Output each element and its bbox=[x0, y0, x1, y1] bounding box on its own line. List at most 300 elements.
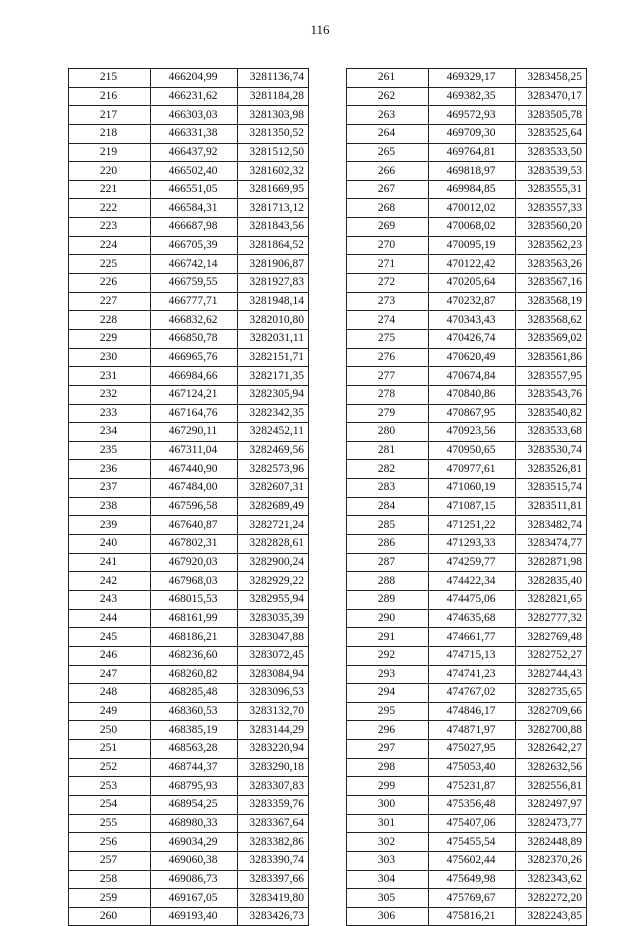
coordinate-x: 471060,19 bbox=[429, 479, 516, 498]
coordinate-x: 468260,82 bbox=[151, 665, 238, 684]
coordinate-y: 3282151,71 bbox=[238, 348, 309, 367]
coordinate-x: 469984,85 bbox=[429, 180, 516, 199]
coordinate-y: 3282342,35 bbox=[238, 404, 309, 423]
coordinate-x: 466850,78 bbox=[151, 329, 238, 348]
point-number: 251 bbox=[69, 740, 151, 759]
coordinate-x: 468980,33 bbox=[151, 814, 238, 833]
point-number: 283 bbox=[347, 479, 429, 498]
point-number: 265 bbox=[347, 143, 429, 162]
coordinate-y: 3282642,27 bbox=[516, 740, 587, 759]
point-number: 248 bbox=[69, 684, 151, 703]
coordinate-y: 3282828,61 bbox=[238, 535, 309, 554]
point-number: 298 bbox=[347, 758, 429, 777]
coordinate-x: 466777,71 bbox=[151, 292, 238, 311]
coordinate-x: 469382,35 bbox=[429, 87, 516, 106]
point-number: 284 bbox=[347, 497, 429, 516]
table-row bbox=[69, 814, 309, 833]
coordinate-x: 468954,25 bbox=[151, 795, 238, 814]
point-number: 241 bbox=[69, 553, 151, 572]
point-number: 295 bbox=[347, 702, 429, 721]
table-row bbox=[347, 479, 587, 498]
point-number: 256 bbox=[69, 833, 151, 852]
table-row bbox=[347, 367, 587, 386]
table-row bbox=[347, 162, 587, 181]
point-number: 306 bbox=[347, 907, 429, 926]
table-row bbox=[347, 870, 587, 889]
coordinate-x: 467440,90 bbox=[151, 460, 238, 479]
coordinate-x: 469167,05 bbox=[151, 889, 238, 908]
point-number: 232 bbox=[69, 385, 151, 404]
table-row bbox=[347, 274, 587, 293]
table-row bbox=[347, 628, 587, 647]
page-number: 116 bbox=[310, 22, 330, 37]
point-number: 270 bbox=[347, 236, 429, 255]
coordinate-x: 470122,42 bbox=[429, 255, 516, 274]
coordinate-y: 3282769,48 bbox=[516, 628, 587, 647]
coordinate-x: 468161,99 bbox=[151, 609, 238, 628]
coordinate-y: 3283144,29 bbox=[238, 721, 309, 740]
table-row bbox=[347, 535, 587, 554]
point-number: 255 bbox=[69, 814, 151, 833]
coordinate-y: 3283482,74 bbox=[516, 516, 587, 535]
coordinate-x: 466705,39 bbox=[151, 236, 238, 255]
coordinate-y: 3283567,16 bbox=[516, 274, 587, 293]
coordinate-x: 475027,95 bbox=[429, 740, 516, 759]
point-number: 224 bbox=[69, 236, 151, 255]
table-row bbox=[69, 851, 309, 870]
table-row bbox=[347, 404, 587, 423]
coordinate-y: 3282929,22 bbox=[238, 572, 309, 591]
table-row bbox=[69, 69, 309, 88]
coordinate-x: 467802,31 bbox=[151, 535, 238, 554]
coordinate-y: 3282171,35 bbox=[238, 367, 309, 386]
coordinate-y: 3282556,81 bbox=[516, 777, 587, 796]
point-number: 288 bbox=[347, 572, 429, 591]
coordinate-x: 475231,87 bbox=[429, 777, 516, 796]
coordinate-x: 469709,30 bbox=[429, 124, 516, 143]
point-number: 296 bbox=[347, 721, 429, 740]
coordinate-y: 3283474,77 bbox=[516, 535, 587, 554]
coordinate-y: 3282473,77 bbox=[516, 814, 587, 833]
point-number: 226 bbox=[69, 274, 151, 293]
table-row bbox=[69, 628, 309, 647]
coordinate-x: 474635,68 bbox=[429, 609, 516, 628]
coordinate-x: 469329,17 bbox=[429, 69, 516, 88]
coordinate-x: 470840,86 bbox=[429, 385, 516, 404]
coordinate-y: 3283470,17 bbox=[516, 87, 587, 106]
point-number: 304 bbox=[347, 870, 429, 889]
point-number: 292 bbox=[347, 646, 429, 665]
coordinate-x: 466984,66 bbox=[151, 367, 238, 386]
coordinate-y: 3281927,83 bbox=[238, 274, 309, 293]
coordinate-y: 3282744,43 bbox=[516, 665, 587, 684]
coordinate-x: 471251,22 bbox=[429, 516, 516, 535]
coordinate-x: 470232,87 bbox=[429, 292, 516, 311]
table-row bbox=[69, 870, 309, 889]
coordinate-y: 3282448,89 bbox=[516, 833, 587, 852]
coordinate-x: 470950,65 bbox=[429, 441, 516, 460]
table-row bbox=[69, 255, 309, 274]
point-number: 300 bbox=[347, 795, 429, 814]
table-row bbox=[347, 292, 587, 311]
coordinate-x: 474846,17 bbox=[429, 702, 516, 721]
point-number: 222 bbox=[69, 199, 151, 218]
point-number: 271 bbox=[347, 255, 429, 274]
point-number: 276 bbox=[347, 348, 429, 367]
coordinate-y: 3282709,66 bbox=[516, 702, 587, 721]
coordinate-x: 466231,62 bbox=[151, 87, 238, 106]
table-row bbox=[69, 274, 309, 293]
coordinate-y: 3281602,32 bbox=[238, 162, 309, 181]
table-row bbox=[347, 255, 587, 274]
coordinate-y: 3283367,64 bbox=[238, 814, 309, 833]
table-row bbox=[347, 441, 587, 460]
coordinate-y: 3282272,20 bbox=[516, 889, 587, 908]
table-row bbox=[69, 721, 309, 740]
coordinate-y: 3283220,94 bbox=[238, 740, 309, 759]
coordinate-y: 3283505,78 bbox=[516, 106, 587, 125]
coordinate-x: 466759,55 bbox=[151, 274, 238, 293]
coordinate-x: 466204,99 bbox=[151, 69, 238, 88]
point-number: 237 bbox=[69, 479, 151, 498]
coordinate-y: 3283397,66 bbox=[238, 870, 309, 889]
point-number: 277 bbox=[347, 367, 429, 386]
table-row bbox=[347, 740, 587, 759]
table-row bbox=[69, 329, 309, 348]
table-row bbox=[69, 311, 309, 330]
point-number: 229 bbox=[69, 329, 151, 348]
coordinate-y: 3283557,33 bbox=[516, 199, 587, 218]
point-number: 216 bbox=[69, 87, 151, 106]
coordinate-y: 3283419,80 bbox=[238, 889, 309, 908]
table-row bbox=[347, 684, 587, 703]
table-row bbox=[69, 143, 309, 162]
table-row bbox=[347, 124, 587, 143]
coordinate-x: 467968,03 bbox=[151, 572, 238, 591]
point-number: 233 bbox=[69, 404, 151, 423]
coordinate-x: 466437,92 bbox=[151, 143, 238, 162]
coordinate-y: 3283530,74 bbox=[516, 441, 587, 460]
point-number: 293 bbox=[347, 665, 429, 684]
table-row bbox=[347, 721, 587, 740]
point-number: 228 bbox=[69, 311, 151, 330]
coordinate-y: 3282243,85 bbox=[516, 907, 587, 926]
coordinate-y: 3283557,95 bbox=[516, 367, 587, 386]
coordinate-x: 474259,77 bbox=[429, 553, 516, 572]
point-number: 275 bbox=[347, 329, 429, 348]
table-row bbox=[69, 795, 309, 814]
table-row bbox=[347, 609, 587, 628]
coordinate-x: 467640,87 bbox=[151, 516, 238, 535]
table-row bbox=[347, 572, 587, 591]
point-number: 278 bbox=[347, 385, 429, 404]
coordinate-x: 469060,38 bbox=[151, 851, 238, 870]
coordinate-y: 3282955,94 bbox=[238, 590, 309, 609]
coordinate-y: 3283543,76 bbox=[516, 385, 587, 404]
coordinate-x: 467596,58 bbox=[151, 497, 238, 516]
coordinate-y: 3282821,65 bbox=[516, 590, 587, 609]
table-row bbox=[347, 665, 587, 684]
coordinate-x: 470012,02 bbox=[429, 199, 516, 218]
point-number: 250 bbox=[69, 721, 151, 740]
coordinate-y: 3283072,45 bbox=[238, 646, 309, 665]
point-number: 285 bbox=[347, 516, 429, 535]
coordinate-y: 3283560,20 bbox=[516, 218, 587, 237]
coordinate-y: 3283458,25 bbox=[516, 69, 587, 88]
table-row bbox=[69, 833, 309, 852]
table-row bbox=[69, 535, 309, 554]
table-row bbox=[69, 292, 309, 311]
table-row bbox=[69, 218, 309, 237]
coordinate-x: 470867,95 bbox=[429, 404, 516, 423]
coordinate-x: 467124,21 bbox=[151, 385, 238, 404]
point-number: 294 bbox=[347, 684, 429, 703]
point-number: 290 bbox=[347, 609, 429, 628]
coordinate-x: 466832,62 bbox=[151, 311, 238, 330]
table-row bbox=[347, 758, 587, 777]
point-number: 281 bbox=[347, 441, 429, 460]
table-row bbox=[347, 833, 587, 852]
point-number: 261 bbox=[347, 69, 429, 88]
point-number: 247 bbox=[69, 665, 151, 684]
point-number: 243 bbox=[69, 590, 151, 609]
table-row bbox=[69, 441, 309, 460]
point-number: 258 bbox=[69, 870, 151, 889]
coordinate-x: 466584,31 bbox=[151, 199, 238, 218]
coordinate-x: 468385,19 bbox=[151, 721, 238, 740]
coordinate-x: 466331,38 bbox=[151, 124, 238, 143]
point-number: 242 bbox=[69, 572, 151, 591]
coordinate-x: 468563,28 bbox=[151, 740, 238, 759]
coordinate-x: 466742,14 bbox=[151, 255, 238, 274]
coordinate-x: 468360,53 bbox=[151, 702, 238, 721]
point-number: 266 bbox=[347, 162, 429, 181]
table-row bbox=[69, 516, 309, 535]
table-row bbox=[69, 236, 309, 255]
table-row bbox=[347, 516, 587, 535]
point-number: 246 bbox=[69, 646, 151, 665]
table-row bbox=[347, 702, 587, 721]
table-row bbox=[347, 497, 587, 516]
point-number: 264 bbox=[347, 124, 429, 143]
coordinate-x: 468186,21 bbox=[151, 628, 238, 647]
coordinate-x: 470205,64 bbox=[429, 274, 516, 293]
table-row bbox=[69, 572, 309, 591]
coordinate-y: 3282700,88 bbox=[516, 721, 587, 740]
coordinate-y: 3281669,95 bbox=[238, 180, 309, 199]
point-number: 279 bbox=[347, 404, 429, 423]
table-row bbox=[69, 646, 309, 665]
coordinate-x: 471293,33 bbox=[429, 535, 516, 554]
coordinate-x: 469086,73 bbox=[151, 870, 238, 889]
table-row bbox=[69, 609, 309, 628]
point-number: 249 bbox=[69, 702, 151, 721]
point-number: 230 bbox=[69, 348, 151, 367]
coordinate-y: 3282469,56 bbox=[238, 441, 309, 460]
coordinate-y: 3283533,68 bbox=[516, 423, 587, 442]
table-row bbox=[69, 479, 309, 498]
coordinate-x: 474475,06 bbox=[429, 590, 516, 609]
coordinate-y: 3282835,40 bbox=[516, 572, 587, 591]
coordinate-y: 3282735,65 bbox=[516, 684, 587, 703]
coordinate-y: 3283084,94 bbox=[238, 665, 309, 684]
coordinate-y: 3283568,19 bbox=[516, 292, 587, 311]
table-row bbox=[69, 553, 309, 572]
coordinate-x: 467920,03 bbox=[151, 553, 238, 572]
point-number: 257 bbox=[69, 851, 151, 870]
coordinate-x: 468744,37 bbox=[151, 758, 238, 777]
coordinate-y: 3282031,11 bbox=[238, 329, 309, 348]
point-number: 262 bbox=[347, 87, 429, 106]
table-row bbox=[69, 684, 309, 703]
table-row bbox=[69, 87, 309, 106]
point-number: 289 bbox=[347, 590, 429, 609]
point-number: 245 bbox=[69, 628, 151, 647]
coordinate-y: 3282305,94 bbox=[238, 385, 309, 404]
coordinate-y: 3283561,86 bbox=[516, 348, 587, 367]
coordinate-y: 3283096,53 bbox=[238, 684, 309, 703]
table-row bbox=[347, 329, 587, 348]
point-number: 223 bbox=[69, 218, 151, 237]
coordinate-y: 3282452,11 bbox=[238, 423, 309, 442]
coordinate-x: 475769,67 bbox=[429, 889, 516, 908]
coordinate-x: 470674,84 bbox=[429, 367, 516, 386]
coordinate-y: 3283555,31 bbox=[516, 180, 587, 199]
coordinate-x: 470620,49 bbox=[429, 348, 516, 367]
coordinate-x: 467164,76 bbox=[151, 404, 238, 423]
coordinate-y: 3281512,50 bbox=[238, 143, 309, 162]
coordinate-y: 3282632,56 bbox=[516, 758, 587, 777]
point-number: 274 bbox=[347, 311, 429, 330]
table-row bbox=[69, 124, 309, 143]
coordinate-x: 474741,23 bbox=[429, 665, 516, 684]
table-row bbox=[347, 87, 587, 106]
coordinate-y: 3283533,50 bbox=[516, 143, 587, 162]
coordinate-y: 3282689,49 bbox=[238, 497, 309, 516]
coordinate-y: 3281303,98 bbox=[238, 106, 309, 125]
coordinate-x: 470095,19 bbox=[429, 236, 516, 255]
coordinate-y: 3281843,56 bbox=[238, 218, 309, 237]
point-number: 219 bbox=[69, 143, 151, 162]
table-row bbox=[347, 814, 587, 833]
coordinate-y: 3281136,74 bbox=[238, 69, 309, 88]
coordinate-x: 475455,54 bbox=[429, 833, 516, 852]
coordinate-x: 474871,97 bbox=[429, 721, 516, 740]
coordinate-y: 3282900,24 bbox=[238, 553, 309, 572]
point-number: 225 bbox=[69, 255, 151, 274]
coordinate-y: 3283511,81 bbox=[516, 497, 587, 516]
point-number: 272 bbox=[347, 274, 429, 293]
coordinates-table-left bbox=[68, 68, 309, 926]
table-row bbox=[347, 199, 587, 218]
coordinate-x: 470977,61 bbox=[429, 460, 516, 479]
table-row bbox=[347, 590, 587, 609]
coordinate-x: 471087,15 bbox=[429, 497, 516, 516]
coordinate-x: 475356,48 bbox=[429, 795, 516, 814]
point-number: 299 bbox=[347, 777, 429, 796]
point-number: 287 bbox=[347, 553, 429, 572]
point-number: 291 bbox=[347, 628, 429, 647]
table-row bbox=[347, 348, 587, 367]
table-row bbox=[69, 199, 309, 218]
table-row bbox=[347, 795, 587, 814]
point-number: 282 bbox=[347, 460, 429, 479]
coordinate-x: 466502,40 bbox=[151, 162, 238, 181]
coordinate-y: 3283307,83 bbox=[238, 777, 309, 796]
coordinate-y: 3282777,32 bbox=[516, 609, 587, 628]
coordinate-y: 3282573,96 bbox=[238, 460, 309, 479]
coordinate-x: 470068,02 bbox=[429, 218, 516, 237]
point-number: 231 bbox=[69, 367, 151, 386]
coordinate-y: 3283540,82 bbox=[516, 404, 587, 423]
coordinate-x: 466551,05 bbox=[151, 180, 238, 199]
point-number: 220 bbox=[69, 162, 151, 181]
table-row bbox=[347, 385, 587, 404]
table-row bbox=[347, 180, 587, 199]
coordinate-y: 3281864,52 bbox=[238, 236, 309, 255]
table-row bbox=[69, 162, 309, 181]
coordinate-x: 468236,60 bbox=[151, 646, 238, 665]
point-number: 217 bbox=[69, 106, 151, 125]
point-number: 301 bbox=[347, 814, 429, 833]
coordinate-x: 469572,93 bbox=[429, 106, 516, 125]
point-number: 297 bbox=[347, 740, 429, 759]
coordinate-y: 3282370,26 bbox=[516, 851, 587, 870]
coordinate-y: 3283563,26 bbox=[516, 255, 587, 274]
table-row bbox=[69, 404, 309, 423]
coordinate-x: 475407,06 bbox=[429, 814, 516, 833]
table-row bbox=[347, 646, 587, 665]
table-row bbox=[347, 218, 587, 237]
point-number: 280 bbox=[347, 423, 429, 442]
coordinate-y: 3281350,52 bbox=[238, 124, 309, 143]
table-row bbox=[69, 106, 309, 125]
coordinate-y: 3283132,70 bbox=[238, 702, 309, 721]
table-row bbox=[69, 460, 309, 479]
table-row bbox=[347, 106, 587, 125]
point-number: 259 bbox=[69, 889, 151, 908]
coordinate-y: 3281906,87 bbox=[238, 255, 309, 274]
coordinate-x: 467484,00 bbox=[151, 479, 238, 498]
table-row bbox=[347, 907, 587, 926]
coordinate-x: 467311,04 bbox=[151, 441, 238, 460]
coordinate-y: 3281713,12 bbox=[238, 199, 309, 218]
coordinate-y: 3283390,74 bbox=[238, 851, 309, 870]
coordinate-y: 3282343,62 bbox=[516, 870, 587, 889]
table-row bbox=[69, 777, 309, 796]
point-number: 215 bbox=[69, 69, 151, 88]
coordinate-y: 3283426,73 bbox=[238, 907, 309, 926]
point-number: 234 bbox=[69, 423, 151, 442]
point-number: 305 bbox=[347, 889, 429, 908]
coordinate-y: 3283569,02 bbox=[516, 329, 587, 348]
table-row bbox=[69, 367, 309, 386]
table-row bbox=[347, 889, 587, 908]
point-number: 244 bbox=[69, 609, 151, 628]
coordinate-x: 475816,21 bbox=[429, 907, 516, 926]
coordinate-y: 3281184,28 bbox=[238, 87, 309, 106]
coordinate-y: 3283047,88 bbox=[238, 628, 309, 647]
coordinate-y: 3283539,53 bbox=[516, 162, 587, 181]
coordinate-x: 468285,48 bbox=[151, 684, 238, 703]
point-number: 227 bbox=[69, 292, 151, 311]
point-number: 302 bbox=[347, 833, 429, 852]
point-number: 254 bbox=[69, 795, 151, 814]
coordinate-x: 470426,74 bbox=[429, 329, 516, 348]
coordinate-y: 3283359,76 bbox=[238, 795, 309, 814]
coordinate-y: 3283525,64 bbox=[516, 124, 587, 143]
coordinate-x: 470343,43 bbox=[429, 311, 516, 330]
